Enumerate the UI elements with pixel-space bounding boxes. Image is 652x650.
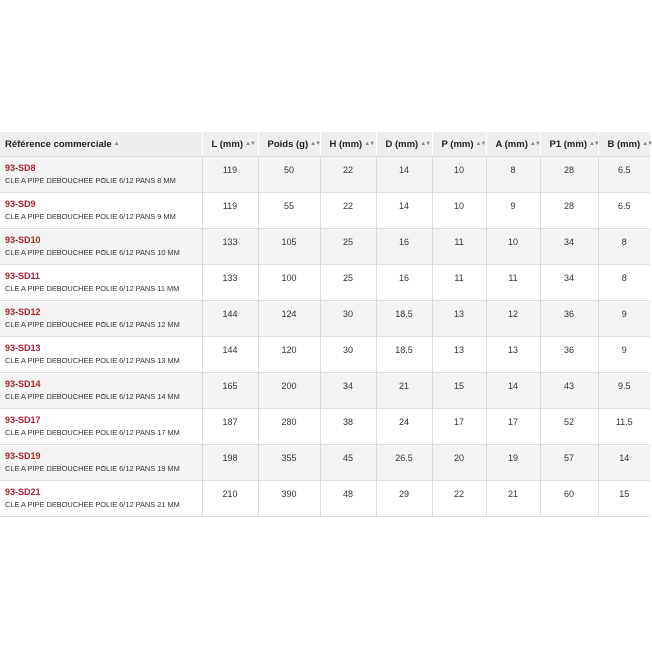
cell-p1: 36 xyxy=(540,337,598,373)
cell-b: 8 xyxy=(598,265,650,301)
cell-a: 10 xyxy=(486,229,540,265)
column-header-label: Poids (g) xyxy=(267,138,309,150)
sort-toggle-icon: ▲▼ xyxy=(420,140,431,147)
product-spec-table-container xyxy=(0,132,650,517)
cell-p: 10 xyxy=(432,193,486,229)
product-description: CLE A PIPE DEBOUCHEE POLIE 6/12 PANS 19 MM xyxy=(5,464,180,473)
cell-length: 165 xyxy=(202,373,258,409)
cell-p: 13 xyxy=(432,301,486,337)
cell-reference xyxy=(0,373,202,409)
cell-p: 11 xyxy=(432,229,486,265)
cell-p: 11 xyxy=(432,265,486,301)
cell-b: 15 xyxy=(598,481,650,517)
product-reference-link[interactable]: 93-SD9 xyxy=(5,199,36,209)
column-header-label: Référence commerciale xyxy=(5,138,112,150)
cell-p: 15 xyxy=(432,373,486,409)
cell-b: 9.5 xyxy=(598,373,650,409)
cell-d: 24 xyxy=(376,409,432,445)
cell-length: 133 xyxy=(202,229,258,265)
sort-toggle-icon: ▲▼ xyxy=(245,140,255,147)
cell-length: 144 xyxy=(202,337,258,373)
column-header-label: P (mm) xyxy=(441,138,474,150)
product-reference-link[interactable]: 93-SD17 xyxy=(5,415,41,425)
cell-h: 48 xyxy=(320,481,376,517)
cell-h: 30 xyxy=(320,301,376,337)
cell-p: 13 xyxy=(432,337,486,373)
cell-d: 16 xyxy=(376,265,432,301)
cell-p: 20 xyxy=(432,445,486,481)
cell-weight: 100 xyxy=(258,265,320,301)
cell-weight: 200 xyxy=(258,373,320,409)
product-reference-link[interactable]: 93-SD8 xyxy=(5,163,36,173)
cell-b: 9 xyxy=(598,337,650,373)
cell-p1: 43 xyxy=(540,373,598,409)
cell-weight: 50 xyxy=(258,157,320,193)
sort-toggle-icon: ▲▼ xyxy=(588,140,599,147)
product-description: CLE A PIPE DEBOUCHEE POLIE 6/12 PANS 13 MM xyxy=(5,356,180,365)
table-row xyxy=(0,445,650,481)
cell-h: 22 xyxy=(320,193,376,229)
cell-a: 21 xyxy=(486,481,540,517)
column-header-label: A (mm) xyxy=(495,138,528,150)
cell-p: 22 xyxy=(432,481,486,517)
cell-length: 144 xyxy=(202,301,258,337)
column-header-label: P1 (mm) xyxy=(549,138,587,150)
cell-p1: 57 xyxy=(540,445,598,481)
cell-d: 29 xyxy=(376,481,432,517)
product-description: CLE A PIPE DEBOUCHEE POLIE 6/12 PANS 17 MM xyxy=(5,428,180,437)
cell-length: 198 xyxy=(202,445,258,481)
cell-weight: 355 xyxy=(258,445,320,481)
cell-length: 133 xyxy=(202,265,258,301)
product-description: CLE A PIPE DEBOUCHEE POLIE 6/12 PANS 10 MM xyxy=(5,248,180,257)
cell-d: 16 xyxy=(376,229,432,265)
cell-d: 14 xyxy=(376,193,432,229)
cell-h: 30 xyxy=(320,337,376,373)
column-header-label: L (mm) xyxy=(211,138,243,150)
product-description: CLE A PIPE DEBOUCHEE POLIE 6/12 PANS 12 MM xyxy=(5,320,180,329)
column-header-a[interactable] xyxy=(486,132,540,157)
product-description: CLE A PIPE DEBOUCHEE POLIE 6/12 PANS 8 MM xyxy=(5,176,176,185)
cell-h: 45 xyxy=(320,445,376,481)
product-reference-link[interactable]: 93-SD14 xyxy=(5,379,41,389)
cell-weight: 55 xyxy=(258,193,320,229)
column-header-label: D (mm) xyxy=(385,138,419,150)
column-header-reference[interactable] xyxy=(0,132,202,157)
cell-h: 38 xyxy=(320,409,376,445)
cell-weight: 124 xyxy=(258,301,320,337)
product-description: CLE A PIPE DEBOUCHEE POLIE 6/12 PANS 21 MM xyxy=(5,500,180,509)
cell-length: 119 xyxy=(202,193,258,229)
cell-p1: 34 xyxy=(540,229,598,265)
product-reference-link[interactable]: 93-SD13 xyxy=(5,343,41,353)
table-row xyxy=(0,193,650,229)
product-reference-link[interactable]: 93-SD11 xyxy=(5,271,41,281)
cell-d: 21 xyxy=(376,373,432,409)
table-row xyxy=(0,301,650,337)
cell-p1: 52 xyxy=(540,409,598,445)
table-header xyxy=(0,132,650,157)
sort-toggle-icon: ▲▼ xyxy=(529,140,540,147)
cell-p1: 60 xyxy=(540,481,598,517)
cell-p1: 36 xyxy=(540,301,598,337)
cell-b: 14 xyxy=(598,445,650,481)
column-header-label: B (mm) xyxy=(607,138,641,150)
cell-a: 11 xyxy=(486,265,540,301)
cell-a: 13 xyxy=(486,337,540,373)
cell-reference xyxy=(0,265,202,301)
cell-length: 119 xyxy=(202,157,258,193)
sort-toggle-icon: ▲▼ xyxy=(364,140,375,147)
product-reference-link[interactable]: 93-SD21 xyxy=(5,487,41,497)
cell-b: 6.5 xyxy=(598,193,650,229)
cell-d: 18.5 xyxy=(376,337,432,373)
table-row xyxy=(0,157,650,193)
product-reference-link[interactable]: 93-SD12 xyxy=(5,307,41,317)
table-row xyxy=(0,229,650,265)
cell-a: 9 xyxy=(486,193,540,229)
cell-d: 18.5 xyxy=(376,301,432,337)
cell-p: 10 xyxy=(432,157,486,193)
column-header-length[interactable] xyxy=(202,132,258,157)
table-body xyxy=(0,157,650,517)
cell-h: 22 xyxy=(320,157,376,193)
cell-a: 8 xyxy=(486,157,540,193)
cell-reference xyxy=(0,229,202,265)
column-header-p1[interactable] xyxy=(540,132,598,157)
table-row xyxy=(0,409,650,445)
cell-p1: 28 xyxy=(540,193,598,229)
cell-reference xyxy=(0,409,202,445)
cell-weight: 390 xyxy=(258,481,320,517)
column-header-p[interactable] xyxy=(432,132,486,157)
cell-a: 12 xyxy=(486,301,540,337)
cell-a: 19 xyxy=(486,445,540,481)
cell-length: 187 xyxy=(202,409,258,445)
column-header-d[interactable] xyxy=(376,132,432,157)
cell-weight: 120 xyxy=(258,337,320,373)
column-header-label: H (mm) xyxy=(329,138,363,150)
column-header-h[interactable] xyxy=(320,132,376,157)
product-description: CLE A PIPE DEBOUCHEE POLIE 6/12 PANS 9 MM xyxy=(5,212,176,221)
cell-weight: 280 xyxy=(258,409,320,445)
sort-asc-icon: ▲ xyxy=(113,140,119,147)
product-description: CLE A PIPE DEBOUCHEE POLIE 6/12 PANS 14 MM xyxy=(5,392,180,401)
cell-weight: 105 xyxy=(258,229,320,265)
cell-reference xyxy=(0,481,202,517)
cell-reference xyxy=(0,157,202,193)
sort-toggle-icon: ▲▼ xyxy=(475,140,486,147)
cell-b: 11.5 xyxy=(598,409,650,445)
cell-b: 9 xyxy=(598,301,650,337)
sort-toggle-icon: ▲▼ xyxy=(642,140,652,147)
cell-length: 210 xyxy=(202,481,258,517)
cell-b: 8 xyxy=(598,229,650,265)
column-header-b[interactable] xyxy=(598,132,650,157)
cell-d: 26.5 xyxy=(376,445,432,481)
sort-toggle-icon: ▲▼ xyxy=(310,140,321,147)
cell-p1: 34 xyxy=(540,265,598,301)
table-row xyxy=(0,481,650,517)
table-row xyxy=(0,337,650,373)
cell-b: 6.5 xyxy=(598,157,650,193)
table-row xyxy=(0,373,650,409)
product-reference-link[interactable]: 93-SD19 xyxy=(5,451,41,461)
header-row xyxy=(0,132,650,157)
product-reference-link[interactable]: 93-SD10 xyxy=(5,235,41,245)
column-header-weight[interactable] xyxy=(258,132,320,157)
cell-h: 25 xyxy=(320,229,376,265)
cell-p: 17 xyxy=(432,409,486,445)
cell-p1: 28 xyxy=(540,157,598,193)
cell-reference xyxy=(0,301,202,337)
product-description: CLE A PIPE DEBOUCHEE POLIE 6/12 PANS 11 MM xyxy=(5,284,180,293)
product-spec-table xyxy=(0,132,651,517)
cell-h: 25 xyxy=(320,265,376,301)
table-row xyxy=(0,265,650,301)
cell-a: 17 xyxy=(486,409,540,445)
cell-d: 14 xyxy=(376,157,432,193)
cell-reference xyxy=(0,193,202,229)
cell-reference xyxy=(0,337,202,373)
cell-reference xyxy=(0,445,202,481)
cell-h: 34 xyxy=(320,373,376,409)
cell-a: 14 xyxy=(486,373,540,409)
